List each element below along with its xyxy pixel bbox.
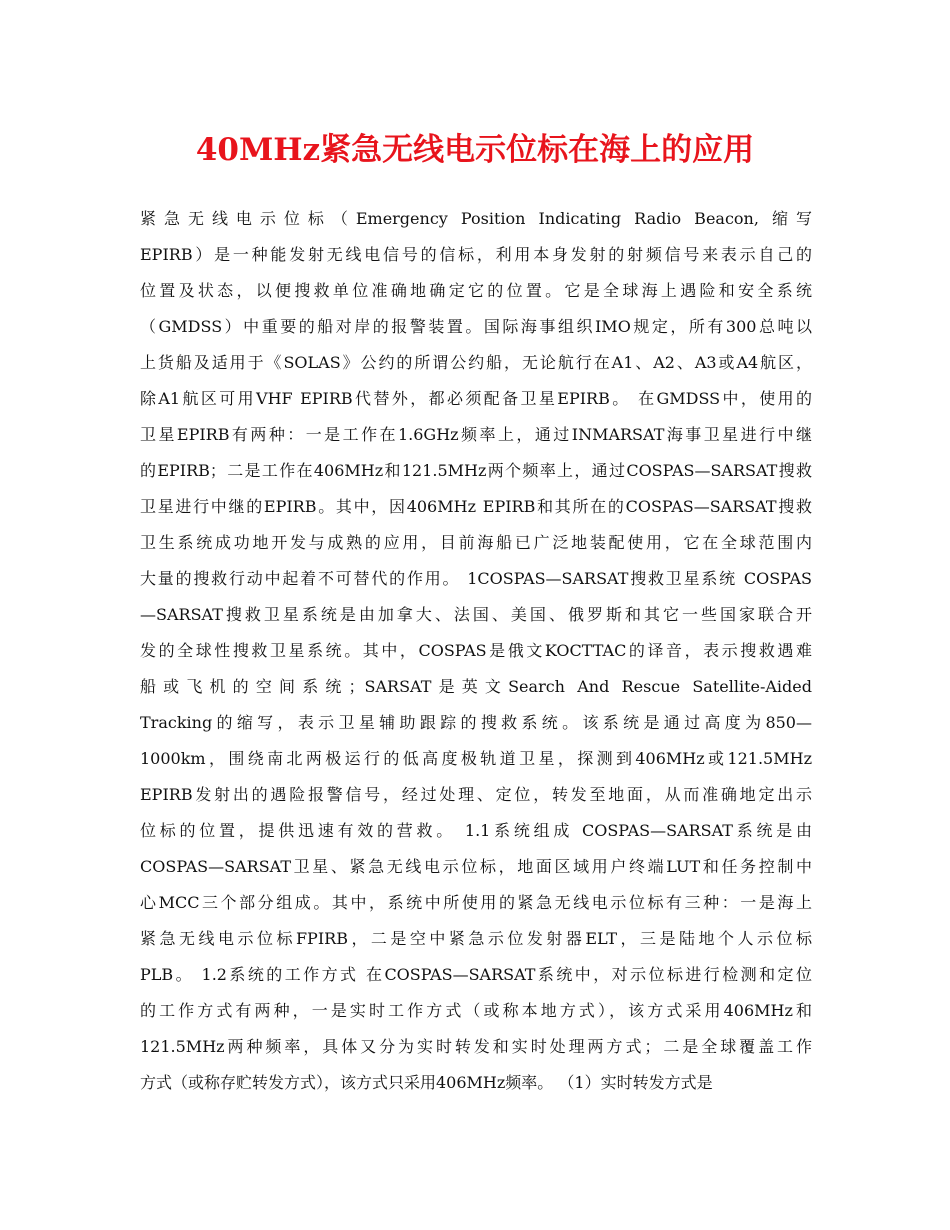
body-text-line: EPIRB）是一种能发射无线电信号的信标，利用本身发射的射频信号来表示自己的 [140,245,812,264]
body-text-line: 位标的位置，提供迅速有效的营救。 1.1系统组成 COSPAS—SARSAT系统是由 [140,821,812,840]
body-text-line: 1000km，围绕南北两极运行的低高度极轨道卫星，探测到406MHz或121.5MHz [140,749,812,768]
body-text-line: 紧急无线电示位标（Emergency Position Indicating Radio Beacon, 缩写 [140,209,812,228]
body-text-line: 位置及状态，以便搜救单位准确地确定它的位置。它是全球海上遇险和安全系统 [140,281,812,300]
body-text-line: 除A1航区可用VHF EPIRB代替外，都必须配备卫星EPIRB。 在GMDSS中，使用的 [140,389,812,408]
body-text-line: 大量的搜救行动中起着不可替代的作用。 1COSPAS—SARSAT搜救卫星系统 COSPAS [140,569,812,588]
body-text-line: EPIRB发射出的遇险报警信号，经过处理、定位，转发至地面，从而准确地定出示 [140,785,812,804]
body-text-line: 船或飞机的空间系统；SARSAT是英文Search And Rescue Satellite-Aided [140,677,812,696]
body-text-line: 紧急无线电示位标FPIRB，二是空中紧急示位发射器ELT，三是陆地个人示位标 [140,929,812,948]
body-text-line: 121.5MHz两种频率，具体又分为实时转发和实时处理两方式；二是全球覆盖工作 [140,1037,812,1056]
body-text-line: 心MCC三个部分组成。其中，系统中所使用的紧急无线电示位标有三种：一是海上 [140,893,812,912]
body-text-line: 方式（或称存贮转发方式），该方式只采用406MHz频率。 （1）实时转发方式是 [140,1073,713,1092]
body-text-line: —SARSAT搜救卫星系统是由加拿大、法国、美国、俄罗斯和其它一些国家联合开 [140,605,812,624]
body-text-line: 的工作方式有两种，一是实时工作方式（或称本地方式），该方式采用406MHz和 [140,1001,812,1020]
body-text-line: 卫生系统成功地开发与成熟的应用，目前海船已广泛地装配使用，它在全球范围内 [140,533,812,552]
body-text-line: PLB。 1.2系统的工作方式 在COSPAS—SARSAT系统中，对示位标进行检测和定位 [140,965,812,984]
body-text-line: 卫星EPIRB有两种：一是工作在1.6GHz频率上，通过INMARSAT海事卫星进行中继 [140,425,812,444]
body-text-line: COSPAS—SARSAT卫星、紧急无线电示位标，地面区域用户终端LUT和任务控制中 [140,857,812,876]
body-text-line: 发的全球性搜救卫星系统。其中，COSPAS是俄文KOCTTAC的译音，表示搜救遇难 [140,641,812,660]
document-title: 40MHz紧急无线电示位标在海上的应用 [195,132,755,168]
body-text-line: 卫星进行中继的EPIRB。其中，因406MHz EPIRB和其所在的COSPAS—SARSAT搜救 [140,497,812,516]
body-text-line: （GMDSS）中重要的船对岸的报警装置。国际海事组织IMO规定，所有300总吨以 [140,317,812,336]
body-text-line: Tracking的缩写，表示卫星辅助跟踪的搜救系统。该系统是通过高度为850— [140,713,812,732]
body-text-line: 的EPIRB；二是工作在406MHz和121.5MHz两个频率上，通过COSPAS—SARSAT搜救 [140,461,812,480]
document-body [140,201,812,1101]
body-text-line: 上货船及适用于《SOLAS》公约的所谓公约船，无论航行在A1、A2、A3或A4航区， [140,353,812,372]
